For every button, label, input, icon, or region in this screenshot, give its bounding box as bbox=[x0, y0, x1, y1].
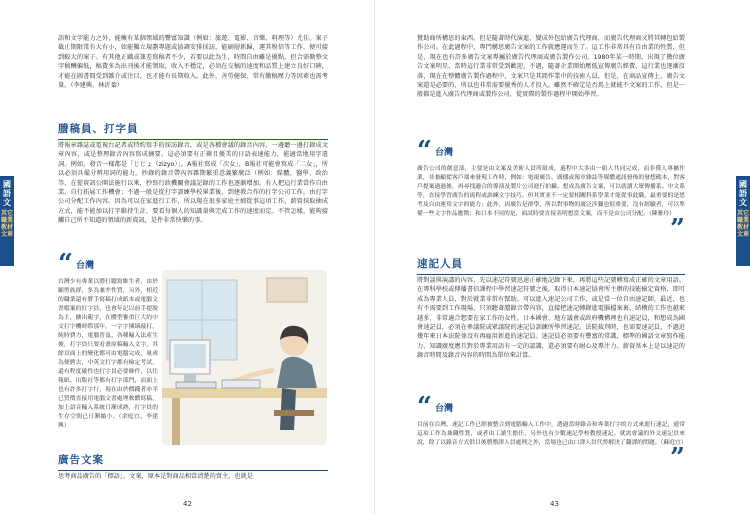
region-text: 台灣少有專業以謄打聽寫維生者，由於顧勞族群，多為兼差性質，另外，相近的職業還有將手寫稿打成紙本或電腦文書檔案的打字員，也會年記以前手提脫為主，擴出範字，在體型審重巨大約中文打字機時際那年，一字字揀繕敲打，純時費力，電腦普及、各種輸入法產生後，打字員只要看畫原稿輸入文字，其餘頁面上的變化都可由電腦完成，量成為便聘去，中英文打字都有檢定考試，還有程度確性也打字員必要條件，以往報紙、出版社等都有打字部門，而面上也有許多打字行，現在由於價錢者亦半已質價直接用電腦文書處理軟體寫稿，加上語音輸入系統日漸成熟，打字員的生存空間已日漸縮小。（余庭宜、李建興） bbox=[58, 279, 158, 429]
region-label: 台灣 bbox=[434, 403, 453, 414]
region-heading bbox=[417, 392, 685, 422]
open-quote-icon: “ bbox=[417, 136, 432, 166]
section-title: 廣告文案 bbox=[58, 454, 104, 466]
close-quote-icon: ” bbox=[670, 443, 685, 473]
sidebar-tab bbox=[0, 176, 14, 266]
sidebar-main-label: 國語文 bbox=[3, 180, 11, 207]
page-number: 42 bbox=[183, 500, 192, 508]
region-heading bbox=[417, 136, 685, 166]
sidebar-sub-label: 其它職業教材文章 bbox=[736, 210, 749, 238]
section-title: 速記人員 bbox=[417, 258, 463, 270]
typist-illustration bbox=[162, 270, 327, 445]
title-divider bbox=[58, 470, 328, 471]
section-body: 將報章雜誌或電視台記者或特約寫手的採訪錄音，或是各種會議的錄音內容，一邊聽一邊打錄成文章內容，或是整理錄音內容寫成摘要。這必須要有正確且優美的日語表達能力，能適當地用字遣詞。例如，發音一樣都是「じじょ（zizyo）」，A報社寫成「次女」，B報社可能會寫成「二女」，所以必須具備分辨用詞的能力。抄錄的錄音帶內容雜期繁重意義繁廣泛（例如：媒體、醫學、政治等，在從資訊公開法施行以來，抄寫行政機關會議記錄的工作也逐漸增加。有人把這行業當作自由業，自行拓展工作機會；不過一般是從打字訓練學校畢業後，到建教合作的打字公司工作，由打字公司分配工作內容。因為可以在家進行工作，所以現在很多家庭主婦從事這項工作，薪資採取抽成方式，能不能加以打字維持生計，要看每個人的知識量與完成工作的速度而定。不管怎樣，能夠接觸自己所不知道的領域的新資訊，是件非常快樂的事。 bbox=[58, 142, 328, 225]
title-divider bbox=[417, 274, 685, 275]
section-body: 將對談與演講的內容，先以速記符號迅速正確地記錄下來，再將這些記號轉寫成正確的文章用語。在專科學校或傳播書信課程中學習速記符號之後，取得日本速記協會所主辦的技能檢定資格，即可成為專業人員，對於就業非常有幫助。可以進入速記公司工作，或是當一位自由速記師，最近，也有不需要到工作現場，只須聽著謄錄音帶內容，直接把速記轉錄進電腦檔案裏、結構的工作也越來越多，非常適合想要在家工作的女性。日本國會、地方議會或政府機構裡也有速記員，和想成為國會速記員，必須在參議院或眾議院的速記員訓練所學習速記。法院裁判時，也需要速記員，不過近幾年來日本法院並沒有再雇用新進的速記員。速記員必須要有豐富的常識，標準的國語文章寫作能力、知識廣度應且對於專業用語有一定的認識，還必須要有耐心及專注力。薪資基本上是以速記的錄音時間及錄音內容的時間為單位來計算。 bbox=[417, 277, 685, 360]
left-top-paragraph: 語和文字能力之外，能擁有某個領域的豐富知識（例如：旅遊、電影、音樂、料理等）尤佳。案子截止期限常有大有小，如能獨立規劃專題或協調安排採訪，能刷層新歸，運其稅信等工作，便可接到較大的案子。有其他正職或兼差寫稿者不少，若要以此為生，時間自由雖是優點，但合需勤整文字稿酬偏低，稿費多為出刊後才能領取，收入不穩定，必須在交稿的速度和品質上建立良好口碑，才能在圖書間受到雜介或注目，也才能有長期收入。此外，善勞健保、常有繳稿壓力等因素也需考量。（李建興、林沂蓁） bbox=[58, 35, 328, 90]
region-text: 目前在台灣，速記工作已經被整合到電腦輸入工作中，透過當時錄音和專業打字的方式來進行速記，通常這項工作為兼職性質，或者由工讀生擔任，另外也有少數速記學校教授速記。就需會議的外文速記員來說，除了以錄音方式供目後謄謄譯人員處理之外，當場也已由口譯人員代勞解決了翻譯的問題。（蘇庭宜） bbox=[417, 422, 687, 446]
region-text: 廣告公司的創意部，主要是由文案及美術人員所組成，過程中大多由一組人共同完成，而非僅人專屬作業，並兼顧從客戶端來發現工作時，例如：電視廣告、廣播或報章雜誌等媒體通訊發佈的發想碼本，對客戶提案過過後，再尋找適合的導演及製片公司進行拍攝。想成為廣告文案，可以就讀大眾傳播系、中文系等，直接學習廣告的流程或訓練文字技巧，但其實並不一定要相關科系學業才能從事此職，最重要的是思考及自由運用文字的能力；此外，因廣告是群學，所以對事物的廣泛涉獵也很重要，沒有經驗者，可以準備一些文字作品應徵；和日本不同的是，面試時要直接表明想當文案，而不是由公司分配。（陳雅玲） bbox=[417, 166, 685, 217]
sidebar-tab bbox=[736, 176, 750, 266]
right-top-paragraph: 贊助商所構思的東西。但是隨著時代演進，變成外包給廣告代理商，而廣告代理商又將其轉包給製作公司。在此過程中，專門構思廣告文案的工作就應運而生了。這工作非常具有自由業的性質，但是，現在也有許多廣告文案專屬於廣告代理商或廣告製作公司。1980年某一時期，出現了幾位廣告文案明星，當時這行業非常受到歡迎。不過，隨著企業開始壓低宣傳廣告經費，這行業也逐漸沒落，現在在整體廣告製作過程中，文案只是其間作業中的技術人員，但是，在商品宣傳上，廣告文案還是必要的，所以也非常需要優秀的人才投入。雖然不確定是否馬上就能不文案的工作，但是一般都是進入廣告代理商或製作公司，從實際的製作過程中開始學習。 bbox=[417, 35, 685, 99]
right-page bbox=[375, 0, 750, 514]
section-title-block bbox=[58, 121, 328, 140]
region-label: 台灣 bbox=[434, 147, 453, 158]
close-quote-icon: ” bbox=[670, 214, 685, 244]
sidebar-sub-label: 其它職業教材文章 bbox=[0, 210, 13, 238]
region-box bbox=[417, 136, 685, 244]
region-box bbox=[417, 392, 687, 473]
section-title-block bbox=[417, 256, 685, 275]
typist-illustration-art bbox=[162, 270, 327, 445]
section-body: 思考商品廣告的「標語」、文案，原本是對商品相當清楚的賣主，也就是 bbox=[58, 473, 253, 480]
close-quote-wrap bbox=[417, 443, 685, 473]
sidebar-main-label: 國語文 bbox=[739, 180, 747, 207]
section-title-block bbox=[58, 452, 328, 471]
open-quote-icon: “ bbox=[417, 392, 432, 422]
title-divider bbox=[58, 139, 328, 140]
close-quote-wrap bbox=[417, 214, 685, 244]
region-box bbox=[58, 249, 158, 431]
region-heading bbox=[58, 249, 158, 279]
page-number: 43 bbox=[550, 500, 559, 508]
region-label: 台灣 bbox=[75, 260, 94, 271]
section-title: 謄稿員、打字員 bbox=[58, 123, 139, 135]
open-quote-icon: “ bbox=[58, 249, 73, 279]
